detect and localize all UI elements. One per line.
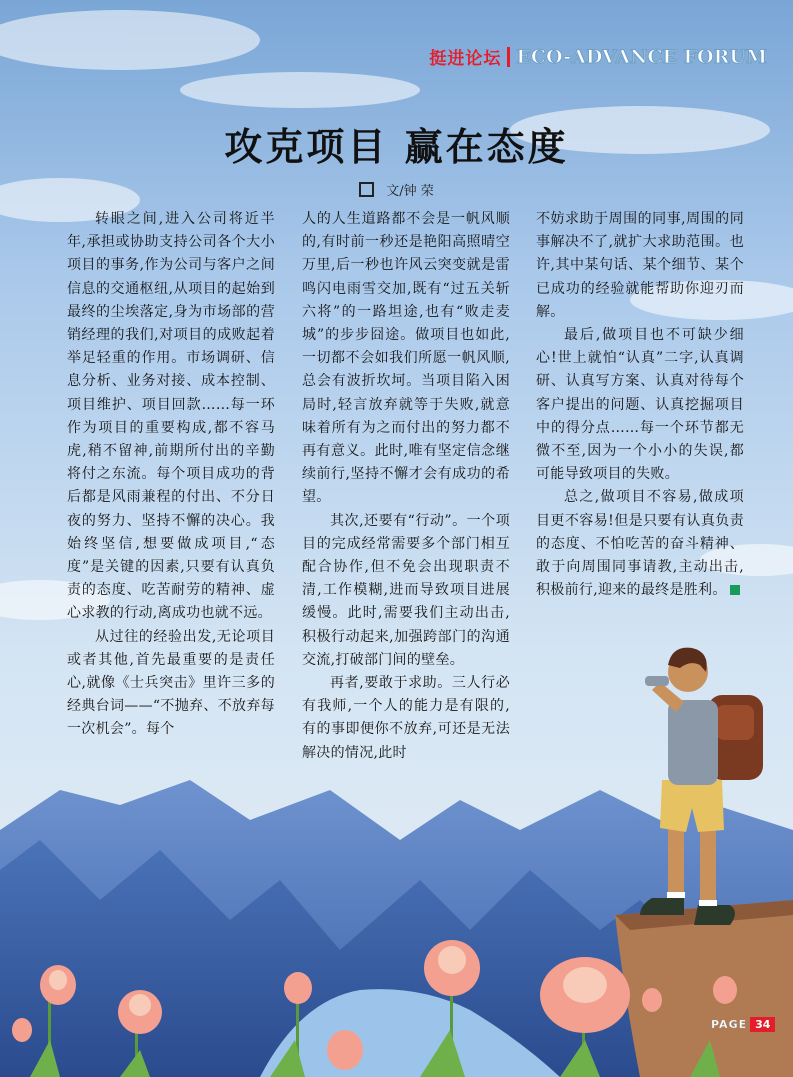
page-label: PAGE	[711, 1018, 748, 1031]
square-icon	[359, 182, 374, 197]
end-mark-icon	[730, 585, 740, 595]
paragraph-continued: 不妨求助于周围的同事,周围的同事解决不了,就扩大求助范围。也许,其中某句话、某个细节、某个已成功的经验就能帮助你迎刃而解。	[536, 211, 744, 320]
paragraph: 再者,要敢于求助。三人行必有我师,一个人的能力是有限的,有的事即便你不放弃,可还是无法解决的情况,此时	[302, 675, 510, 761]
text-column-1	[67, 208, 275, 742]
column-name-cn: 挺进论坛	[429, 49, 502, 69]
paragraph-continued: 人的人生道路都不会是一帆风顺的,有时前一秒还是艳阳高照晴空万里,后一秒也许风云突变就是雷鸣闪电雨雪交加,既有“过五关斩六将”的一路坦途,也有“败走麦城”的步步囧途。做项目也如此,一切都不会如我们所愿一帆风顺,总会有波折坎坷。当项目陷入困局时,轻言放弃就等于失败,就意味着所有为之而付出的努力都不再有意义。此时,唯有坚定信念继续前行,坚持不懈才会有成功的希望。	[302, 211, 510, 506]
paragraph-final	[536, 486, 744, 602]
article-title: 攻克项目 赢在态度	[224, 125, 569, 169]
column-name-en: ECO-ADVANCE FORUM	[516, 45, 767, 68]
author-name: 文/钟 荣	[386, 184, 434, 199]
page-number	[711, 1017, 775, 1032]
paragraph-text: 总之,做项目不容易,做成项目更不容易!但是只要有认真负责的态度、不怕吃苦的奋斗精神、敢于向周围同事请教,主动出击,积极前行,迎来的最终是胜利。	[536, 489, 744, 599]
page-number-value: 34	[750, 1017, 775, 1032]
header-divider	[507, 47, 510, 67]
column-header	[429, 44, 767, 69]
paragraph: 转眼之间,进入公司将近半年,承担或协助支持公司各个大小项目的事务,作为公司与客户之间信息的交通枢纽,从项目的起始到最终的尘埃落定,身为市场部的营销经理的我们,对项目的成败起着举足轻重的作用。市场调研、信息分析、业务对接、成本控制、项目维护、项目回款……每一环作为项目的重要构成,都不容马虎,稍不留神,前期所付出的辛勤将付之东流。每个项目成功的背后都是风雨兼程的付出、不分日夜的努力、坚持不懈的决心。我始终坚信,想要做成项目,“态度”是关键的因素,只要有认真负责的态度、吃苦耐劳的精神、虚心求教的行动,离成功也就不远。	[67, 211, 275, 622]
text-column-3	[536, 208, 744, 602]
text-column-2	[302, 208, 510, 765]
paragraph: 其次,还要有“行动”。一个项目的完成经常需要多个部门相互配合协作,但不免会出现职责不清,工作模糊,进而导致项目进展缓慢。此时,需要我们主动出击,积极行动起来,加强跨部门的沟通交流,打破部门间的壁垒。	[302, 512, 510, 668]
paragraph: 最后,做项目也不可缺少细心!世上就怕“认真”二字,认真调研、认真写方案、认真对待每个客户提出的问题、认真挖掘项目中的得分点……每一个环节都无微不至,因为一个小小的失误,都可能导致项目的失败。	[536, 327, 744, 483]
paragraph: 从过往的经验出发,无论项目或者其他,首先最重要的是责任心,就像《士兵突击》里许三多的经典台词——“不抛弃、不放弃每一次机会”。每个	[67, 628, 275, 738]
author-line	[0, 180, 793, 199]
